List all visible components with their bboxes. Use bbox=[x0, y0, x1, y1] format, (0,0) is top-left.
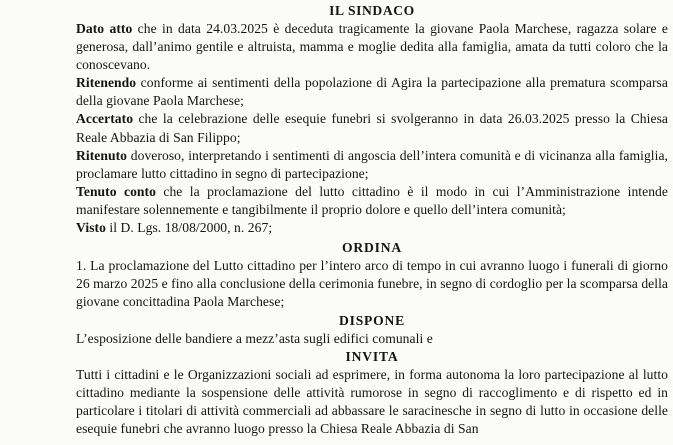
premise-dato-atto bbox=[76, 20, 668, 74]
dispone-heading: DISPONE bbox=[338, 312, 406, 328]
ordina-text: 1. La proclamazione del Lutto cittadino per l’intero arco di tempo in cui avranno luogo i funerali di giorno 26 marzo 2025 e fino alla conclusione della cerimonia funebre, in segno di cordoglio per la scomparsa della giovane concittadina Paola Marchese; bbox=[76, 258, 668, 310]
ordinance-text bbox=[76, 2, 668, 438]
dispone-text: L’esposizione delle bandiere a mezz’asta sugli edifici comunali e bbox=[76, 330, 433, 346]
premise-text: conforme ai sentimenti della popolazione di Agira la partecipazione alla prematura scomparsa della giovane Paola Marchese; bbox=[76, 75, 668, 109]
invita-text: Tutti i cittadini e le Organizzazioni sociali ad esprimere, in forma autonoma la loro partecipazione al lutto cittadino mediante la sospensione delle attività rumorose in segno di raccoglimento e di rispetto ed in particolare i titolari di attività commerciali ad abbassare le saracinesche in segno di lutto in occasione delle esequie funebri che avranno luogo presso la Chiesa Reale Abbazia di San bbox=[76, 366, 668, 437]
premise-keyword: Dato atto bbox=[76, 21, 133, 36]
premise-keyword: Accertato bbox=[76, 111, 134, 127]
premise-ritenuto bbox=[76, 147, 668, 183]
premise-text: che in data 24.03.2025 è deceduta tragicamente la giovane Paola Marchese, ragazza solare e generosa, dall’animo gentile e altruista, mamma e moglie dedita alla famiglia, amata da tutti coloro che la conoscevano. bbox=[76, 21, 668, 73]
premise-keyword: Ritenuto bbox=[76, 147, 127, 163]
premise-keyword: Ritenendo bbox=[76, 75, 137, 91]
premise-keyword: Visto bbox=[76, 220, 106, 236]
premise-keyword: Tenuto conto bbox=[76, 183, 156, 199]
document-title: IL SINDACO bbox=[329, 3, 415, 18]
premise-ritenendo bbox=[76, 74, 668, 110]
premise-accertato bbox=[76, 110, 668, 146]
ordina-heading: ORDINA bbox=[342, 240, 402, 256]
invita-heading: INVITA bbox=[345, 348, 399, 364]
premise-text: doveroso, interpretando i sentimenti di angoscia dell’intera comunità e di vicinanza alla famiglia, proclamare lutto cittadino in segno di partecipazione; bbox=[76, 147, 668, 181]
premise-tenuto-conto bbox=[76, 183, 668, 219]
premise-text: che la proclamazione del lutto cittadino è il modo in cui l’Amministrazione intende manifestare solennemente e tangibilmente il proprio dolore e quello dell’intera comunità; bbox=[76, 183, 668, 217]
premise-visto bbox=[76, 219, 668, 237]
premise-text: che la celebrazione delle esequie funebri si svolgeranno in data 26.03.2025 presso la Chiesa Reale Abbazia di San Filippo; bbox=[76, 111, 668, 145]
premise-text: il D. Lgs. 18/08/2000, n. 267; bbox=[105, 220, 273, 236]
